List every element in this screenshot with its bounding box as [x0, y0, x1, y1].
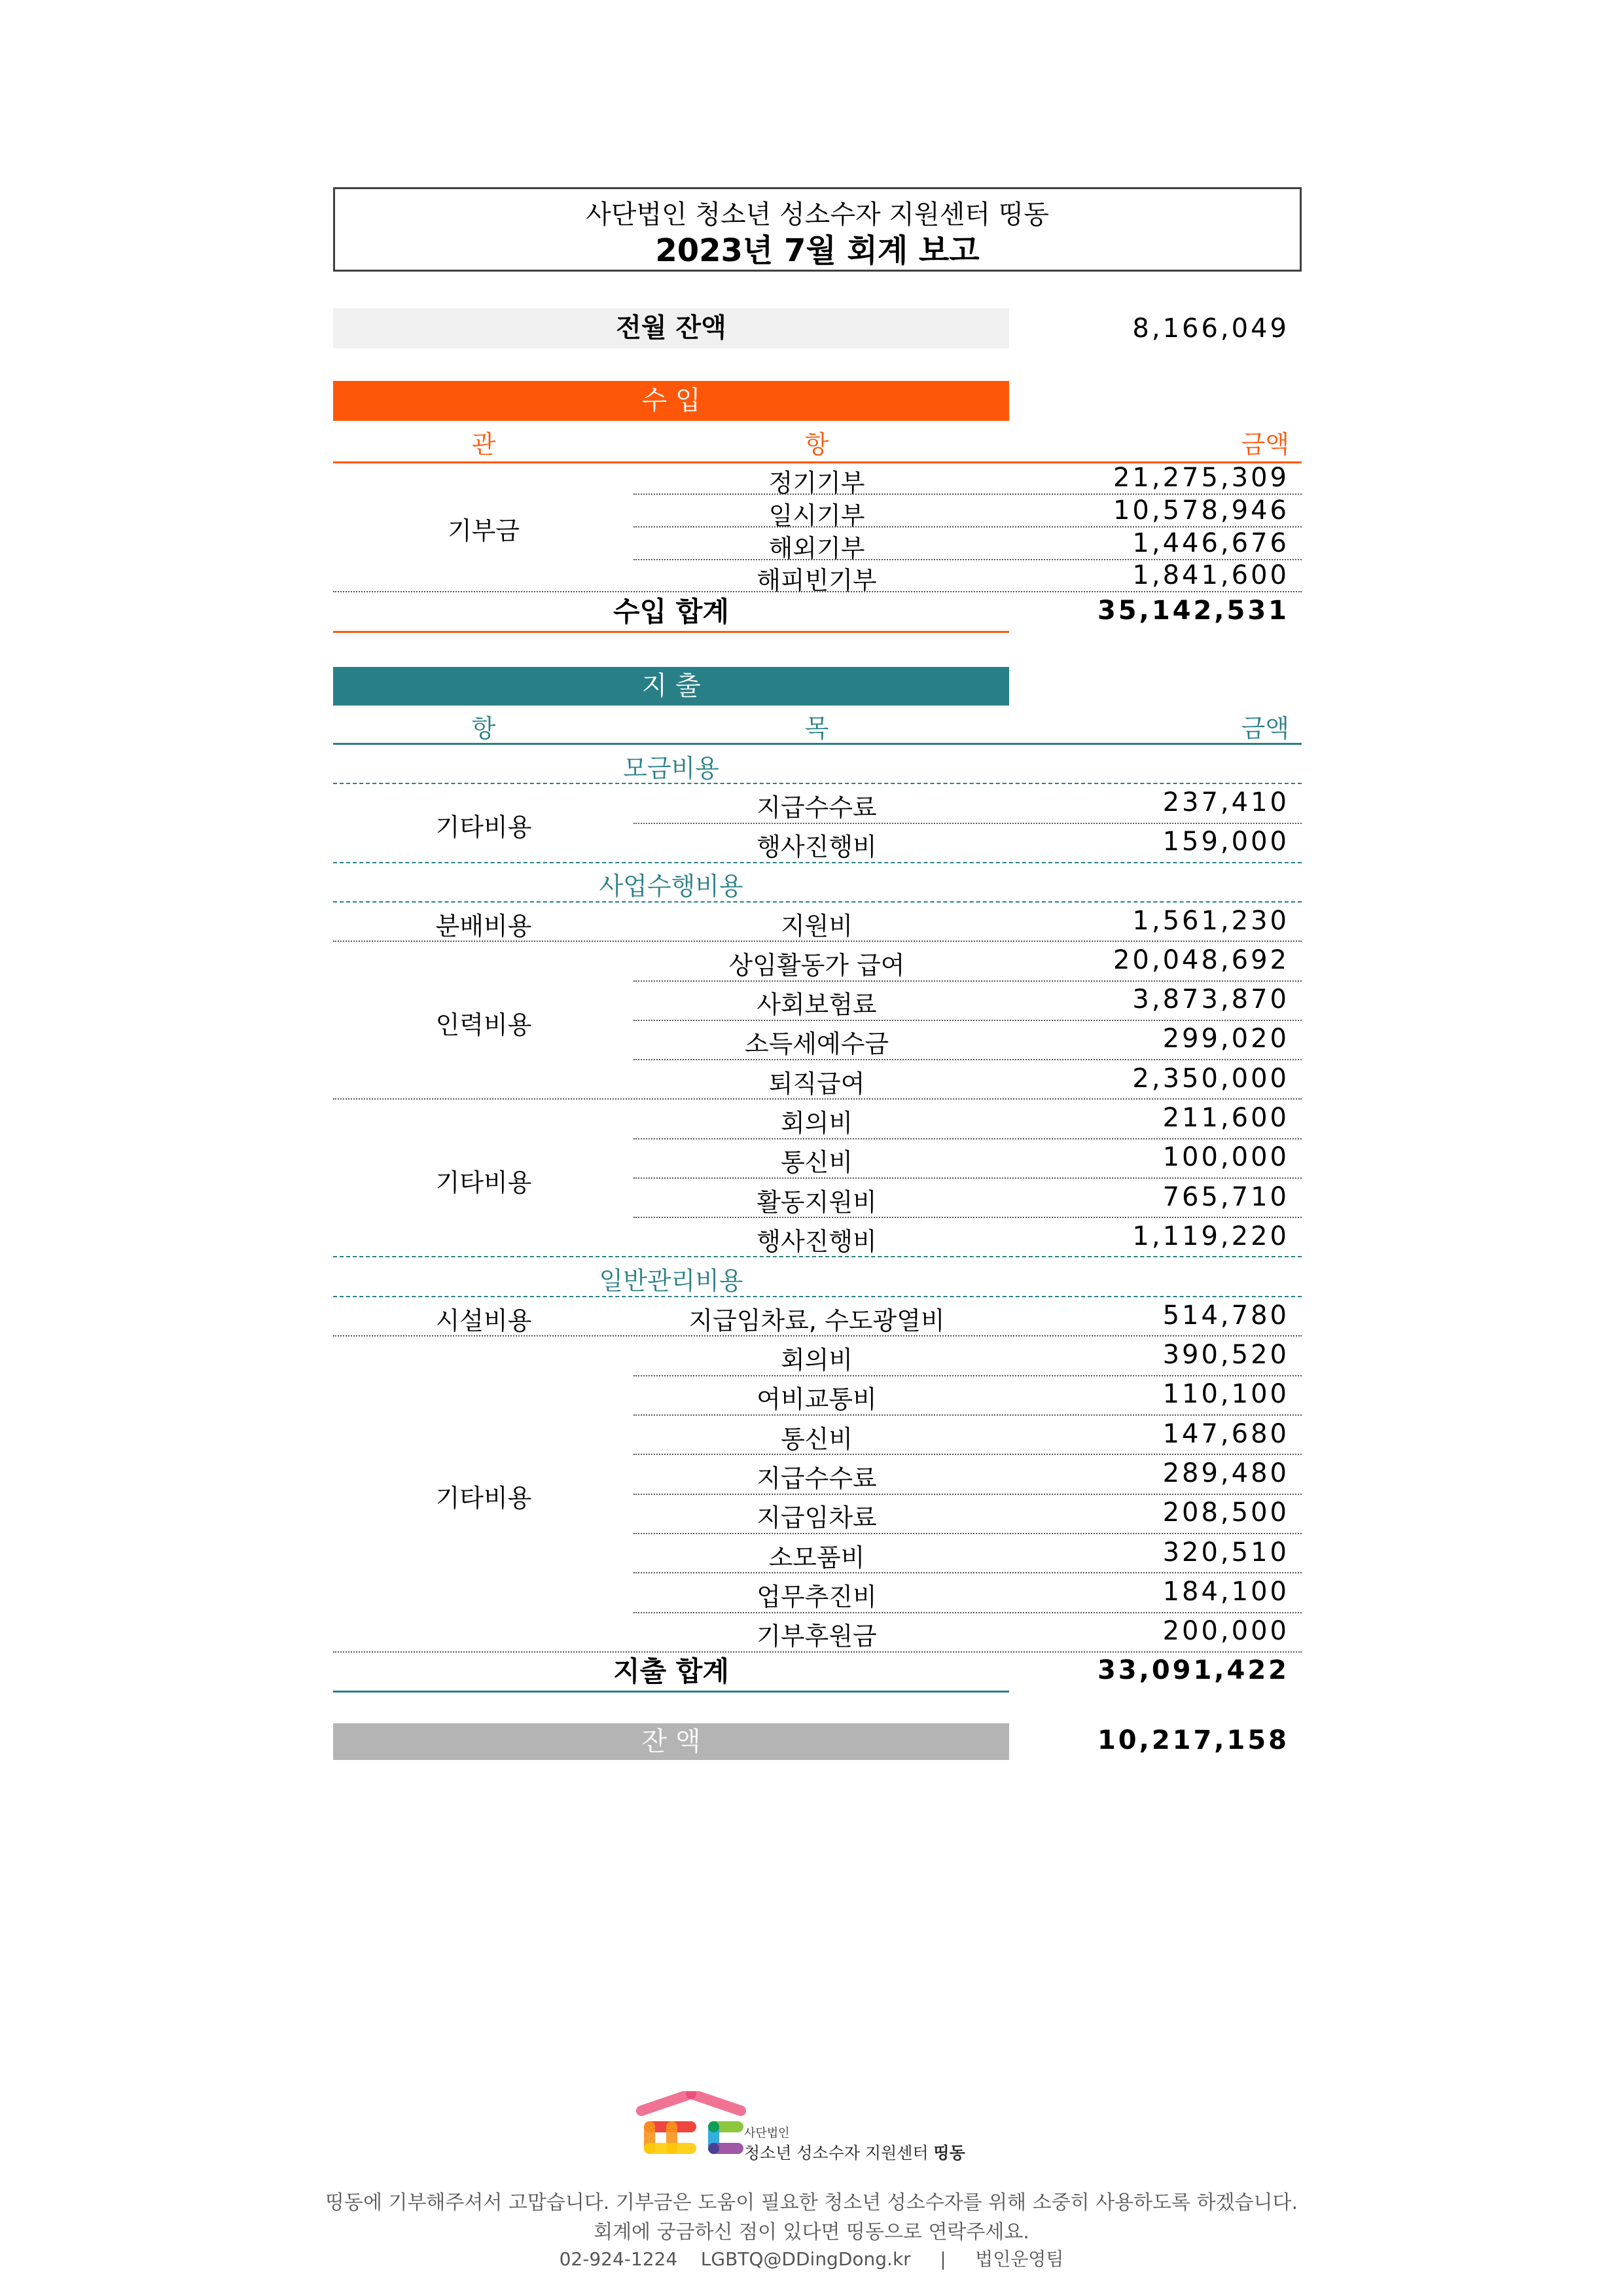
- expense-group: 기타비용: [435, 813, 532, 842]
- expense-item: 회의비: [780, 1109, 853, 1138]
- expense-section-bar: [333, 667, 1009, 706]
- row-divider: [633, 1454, 1302, 1455]
- expense-group: 기타비용: [435, 1168, 532, 1197]
- row-divider: [333, 1335, 1302, 1336]
- logo-org-name: [744, 2140, 965, 2164]
- row-divider: [633, 1217, 1302, 1218]
- expense-total-underline: [333, 1691, 1009, 1693]
- expense-amount: 289,480: [1162, 1458, 1289, 1488]
- expense-category-program: 사업수행비용: [599, 872, 743, 901]
- expense-item: 상임활동가 급여: [728, 951, 905, 980]
- row-divider: [633, 1059, 1302, 1060]
- income-total-amount: 35,142,531: [1097, 596, 1289, 626]
- expense-item: 지급임차료, 수도광열비: [688, 1306, 945, 1335]
- expense-item: 통신비: [780, 1425, 853, 1454]
- expense-group: 분배비용: [435, 912, 532, 941]
- expense-item: 행사진행비: [757, 1227, 877, 1256]
- income-amount: 1,446,676: [1132, 528, 1289, 558]
- expense-item: 사회보험료: [757, 990, 877, 1019]
- expense-amount: 299,020: [1162, 1024, 1289, 1054]
- expense-item: 지원비: [780, 912, 853, 941]
- income-total-underline: [333, 631, 1009, 633]
- expense-item: 행사진행비: [757, 833, 877, 861]
- row-divider: [633, 526, 1302, 528]
- income-item: 정기기부: [768, 469, 865, 497]
- expense-amount: 237,410: [1162, 787, 1289, 817]
- expense-item: 지급임차료: [757, 1503, 877, 1532]
- expense-category-admin: 일반관리비용: [599, 1266, 743, 1295]
- category-divider: [333, 783, 1302, 784]
- footer-separator: |: [940, 2248, 946, 2270]
- category-divider: [333, 901, 1302, 903]
- row-divider: [333, 1098, 1302, 1100]
- expense-item: 지급수수료: [757, 1464, 877, 1493]
- income-group-donation: 기부금: [447, 516, 520, 545]
- expense-item: 업무추진비: [757, 1583, 877, 1611]
- expense-amount: 100,000: [1162, 1142, 1289, 1172]
- report-title: 2023년 7월 회계 보고: [655, 232, 980, 269]
- row-divider: [633, 1572, 1302, 1573]
- expense-amount: 320,510: [1162, 1537, 1289, 1568]
- row-divider: [633, 1612, 1302, 1613]
- income-header-gwan: 관: [471, 430, 496, 459]
- row-divider: [633, 1020, 1302, 1021]
- prev-balance-amount: 8,166,049: [1132, 314, 1289, 344]
- row-divider: [633, 823, 1302, 824]
- expense-amount: 208,500: [1162, 1498, 1289, 1528]
- footer-contact-note: 회계에 궁금하신 점이 있다면 띵동으로 연락주세요.: [594, 2221, 1029, 2244]
- expense-amount: 1,119,220: [1132, 1221, 1289, 1251]
- expense-header-line: [333, 743, 1302, 745]
- organization-name: 사단법인 청소년 성소수자 지원센터 띵동: [586, 200, 1049, 230]
- expense-group: 기타비용: [435, 1484, 532, 1513]
- expense-amount: 2,350,000: [1132, 1064, 1289, 1094]
- logo-org-type: 사단법인: [744, 2126, 790, 2140]
- footer-phone: 02-924-1224: [559, 2248, 678, 2270]
- expense-item: 소모품비: [768, 1543, 865, 1572]
- expense-category-fundraising: 모금비용: [623, 754, 719, 783]
- income-total-label: 수입 합계: [613, 596, 729, 628]
- expense-amount: 200,000: [1162, 1616, 1289, 1646]
- expense-amount: 390,520: [1162, 1340, 1289, 1370]
- title-box: [333, 187, 1302, 272]
- category-divider: [333, 1256, 1302, 1257]
- prev-balance-bar: [333, 308, 1009, 348]
- income-header-amount: 금액: [1241, 430, 1289, 459]
- expense-amount: 1,561,230: [1132, 906, 1289, 936]
- expense-group: 인력비용: [435, 1011, 532, 1039]
- expense-item: 퇴직급여: [768, 1069, 865, 1098]
- income-item: 해외기부: [768, 534, 865, 563]
- footer-email[interactable]: LGBTQ@DDingDong.kr: [700, 2248, 911, 2270]
- expense-total-amount: 33,091,422: [1097, 1655, 1289, 1685]
- row-divider: [633, 1494, 1302, 1495]
- dingdong-logo-icon: [636, 2091, 747, 2160]
- expense-amount: 765,710: [1162, 1182, 1289, 1212]
- footer-team: 법인운영팀: [975, 2248, 1064, 2270]
- expense-item: 활동지원비: [757, 1188, 877, 1217]
- income-header-hang: 항: [804, 430, 829, 459]
- row-divider: [633, 1138, 1302, 1139]
- row-divider: [333, 591, 1302, 592]
- income-amount: 1,841,600: [1132, 560, 1289, 590]
- expense-amount: 110,100: [1162, 1379, 1289, 1409]
- balance-amount: 10,217,158: [1097, 1725, 1289, 1755]
- income-item: 해피빈기부: [757, 566, 877, 595]
- footer-contact-line: [0, 2245, 1623, 2271]
- row-divider: [633, 493, 1302, 495]
- expense-item: 소득세예수금: [744, 1030, 889, 1058]
- category-divider: [333, 862, 1302, 863]
- expense-amount: 184,100: [1162, 1577, 1289, 1607]
- expense-header-mok: 목: [804, 714, 829, 743]
- logo-org-name-text: 청소년 성소수자 지원센터: [744, 2144, 929, 2162]
- logo-org-name-bold: 띵동: [933, 2144, 965, 2162]
- expense-group: 시설비용: [435, 1306, 532, 1335]
- expense-header-hang: 항: [471, 714, 496, 743]
- expense-item: 회의비: [780, 1346, 853, 1374]
- expense-item: 통신비: [780, 1148, 853, 1177]
- row-divider: [633, 1414, 1302, 1416]
- expense-amount: 20,048,692: [1113, 945, 1289, 975]
- income-section-bar: [333, 381, 1009, 421]
- income-amount: 10,578,946: [1113, 495, 1289, 526]
- expense-amount: 211,600: [1162, 1103, 1289, 1133]
- balance-bar: [333, 1723, 1009, 1760]
- expense-total-label: 지출 합계: [613, 1655, 729, 1687]
- expense-total-row: [333, 1653, 1009, 1691]
- row-divider: [333, 941, 1302, 942]
- income-item: 일시기부: [768, 501, 865, 530]
- category-divider: [333, 1296, 1302, 1297]
- expense-item: 기부후원금: [757, 1622, 877, 1651]
- row-divider: [633, 1533, 1302, 1534]
- expense-section-label: 지 출: [641, 671, 701, 701]
- prev-balance-label: 전월 잔액: [616, 313, 726, 343]
- income-section-label: 수 입: [641, 386, 701, 416]
- income-total-row: [333, 593, 1009, 631]
- expense-amount: 147,680: [1162, 1419, 1289, 1449]
- row-divider: [633, 1177, 1302, 1179]
- expense-item: 지급수수료: [757, 793, 877, 822]
- income-amount: 21,275,309: [1113, 463, 1289, 493]
- expense-item: 여비교통비: [757, 1385, 877, 1414]
- expense-header-amount: 금액: [1241, 714, 1289, 743]
- expense-amount: 514,780: [1162, 1300, 1289, 1331]
- expense-amount: 3,873,870: [1132, 984, 1289, 1014]
- expense-amount: 159,000: [1162, 827, 1289, 857]
- row-divider: [633, 1375, 1302, 1376]
- row-divider: [633, 980, 1302, 982]
- footer-thanks: 띵동에 기부해주셔서 고맙습니다. 기부금은 도움이 필요한 청소년 성소수자를 위해 소중히 사용하도록 하겠습니다.: [325, 2191, 1298, 2214]
- balance-label: 잔 액: [641, 1727, 701, 1757]
